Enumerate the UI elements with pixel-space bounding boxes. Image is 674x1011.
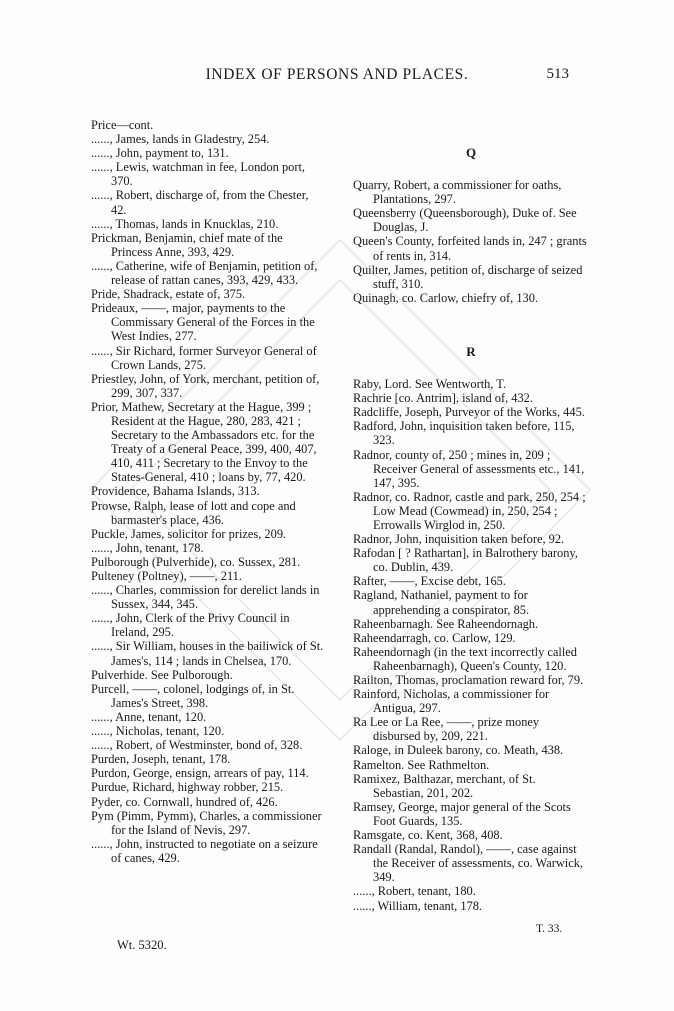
index-entry: Quilter, James, petition of, discharge of seized stuff, 310. <box>353 262 583 291</box>
index-entry: Rainford, Nicholas, a commissioner for Antigua, 297. <box>353 687 550 716</box>
index-entry: Pym (Pimm, Pymm), Charles, a commissioner for the Island of Nevis, 297. <box>91 808 322 837</box>
index-entry: Raheendarragh, co. Carlow, 129. <box>353 630 516 645</box>
index-entry: Pyder, co. Cornwall, hundred of, 426. <box>91 794 278 809</box>
index-entry: ......, Nicholas, tenant, 120. <box>91 724 225 739</box>
index-entry: Priestley, John, of York, merchant, petition of, 299, 307, 337. <box>91 371 320 400</box>
index-entry: Raby, Lord. See Wentworth, T. <box>353 377 507 392</box>
index-entry: Radnor, county of, 250 ; mines in, 209 ; Receiver General of assessments etc., 141, 147, 395. <box>353 447 585 490</box>
index-entry: ......, Robert, tenant, 180. <box>353 884 476 899</box>
footer-print-mark: Wt. 5320. <box>117 938 167 952</box>
index-entry: Queen's County, forfeited lands in, 247 ; grants of rents in, 314. <box>353 234 587 263</box>
index-entry: Pride, Shadrack, estate of, 375. <box>91 287 246 302</box>
index-entry: Purdon, George, ensign, arrears of pay, 114. <box>91 766 309 781</box>
index-entry: Ramsey, George, major general of the Scots Foot Guards, 135. <box>353 799 571 828</box>
index-entry: ......, Thomas, lands in Knucklas, 210. <box>91 216 279 231</box>
index-entry: Randall (Randal, Randol), ——, case against the Receiver of assessments, co. Warwick, 349. <box>353 842 584 885</box>
index-entry: Prickman, Benjamin, chief mate of the Princess Anne, 393, 429. <box>91 230 283 259</box>
index-entry: Rafodan [ ? Rathartan], in Balrothery barony, co. Dublin, 439. <box>353 546 578 575</box>
index-entry: Puckle, James, solicitor for prizes, 209. <box>91 526 287 541</box>
index-entry: Quarry, Robert, a commissioner for oaths, Plantations, 297. <box>353 178 562 207</box>
index-entry: Quinagh, co. Carlow, chiefry of, 130. <box>353 290 539 305</box>
index-entry: Rachrie [co. Antrim], island of, 432. <box>353 391 533 406</box>
index-entry: Purdue, Richard, highway robber, 215. <box>91 780 284 795</box>
index-entry: Rafter, ——, Excise debt, 165. <box>353 574 506 589</box>
index-entry: Price—cont. <box>91 118 154 132</box>
r-entries <box>353 377 589 913</box>
index-entry: Purden, Joseph, tenant, 178. <box>91 752 231 767</box>
index-entry: ......, Lewis, watchman in fee, London port, 370. <box>91 160 306 189</box>
index-entry: ......, Robert, of Westminster, bond of, 328. <box>91 738 303 753</box>
index-entry: Providence, Bahama Islands, 313. <box>91 484 260 499</box>
index-column-left <box>91 118 327 865</box>
section-letter-r: R <box>466 343 476 359</box>
index-entry: Prideaux, ——, major, payments to the Commissary General of the Forces in the West Indies, 277. <box>91 301 315 344</box>
index-entry: Ra Lee or La Ree, ——, prize money disbursed by, 209, 221. <box>353 715 540 744</box>
index-column-right <box>353 146 589 913</box>
index-entry: Radford, John, inquisition taken before, 115, 323. <box>353 419 575 448</box>
index-entry: Pulverhide. See Pulborough. <box>91 667 233 682</box>
index-entry: Radnor, John, inquisition taken before, 92. <box>353 532 565 547</box>
index-entry: Railton, Thomas, proclamation reward for, 79. <box>353 673 584 687</box>
page-number: 513 <box>546 66 569 82</box>
index-entry: Ramsgate, co. Kent, 368, 408. <box>353 828 503 843</box>
index-entry: ......, Robert, discharge of, from the Chester, 42. <box>91 188 309 217</box>
index-entry: Ragland, Nathaniel, payment to for apprehending a conspirator, 85. <box>353 588 530 617</box>
index-entry: Prowse, Ralph, lease of lott and cope and barmaster's place, 436. <box>91 498 296 527</box>
index-entry: ......, Sir William, houses in the bailiwick of St. James's, 114 ; lands in Chelsea, 170. <box>91 639 324 668</box>
index-entry: ......, Sir Richard, former Surveyor General of Crown Lands, 275. <box>91 343 317 372</box>
index-entry: ......, Anne, tenant, 120. <box>91 709 207 724</box>
index-entry: Purcell, ——, colonel, lodgings of, in St. James's Street, 398. <box>91 681 295 710</box>
index-entry: ......, Charles, commission for derelict lands in Sussex, 344, 345. <box>91 583 320 612</box>
index-entry: ......, James, lands in Gladestry, 254. <box>91 132 270 147</box>
page-title: INDEX OF PERSONS AND PLACES. <box>205 66 469 83</box>
index-entry: Raloge, in Duleek barony, co. Meath, 438. <box>353 743 564 758</box>
index-entry: Radnor, co. Radnor, castle and park, 250, 254 ; Low Mead (Cowmead) in, 250, 254 ; Errowalls Wirglod in, 250. <box>353 489 586 532</box>
index-entry: ......, William, tenant, 178. <box>353 898 483 913</box>
section-letter-q: Q <box>465 145 477 160</box>
q-entries <box>353 178 589 305</box>
index-entry: ......, Catherine, wife of Benjamin, petition of, release of rattan canes, 393, 429, 433. <box>91 258 318 288</box>
index-entry: ......, John, tenant, 178. <box>91 540 204 555</box>
index-entry: ......, John, instructed to negotiate on a seizure of canes, 429. <box>91 836 318 865</box>
index-entry: Raheendornagh (in the text incorrectly called Raheenbarnagh), Queen's County, 120. <box>353 644 577 673</box>
footer-signature-mark: T. 33. <box>536 923 563 935</box>
index-entry: ......, John, payment to, 131. <box>91 146 229 161</box>
index-entry: Pulteney (Poltney), ——, 211. <box>91 569 242 583</box>
index-entry: Pulborough (Pulverhide), co. Sussex, 281. <box>91 554 301 569</box>
index-entry: ......, John, Clerk of the Privy Council in Ireland, 295. <box>91 611 290 640</box>
index-entry: Ramelton. See Rathmelton. <box>353 757 490 772</box>
index-entry: Prior, Mathew, Secretary at the Hague, 399 ; Resident at the Hague, 280, 283, 421 ; Secretary to the Ambassadors etc. for the Treaty of a General Peace, 399, 400, 407, 410, 411 ; Secretary to the Envoy to the States-General, 410 ; loans by, 77, 420. <box>91 399 317 485</box>
index-entry: Radcliffe, Joseph, Purveyor of the Works, 445. <box>353 405 585 420</box>
index-entry: Queensberry (Queensborough), Duke of. See Douglas, J. <box>353 206 577 235</box>
index-entry: Ramixez, Balthazar, merchant, of St. Sebastian, 201, 202. <box>353 771 536 800</box>
index-entry: Raheenbarnagh. See Raheendornagh. <box>353 616 539 631</box>
